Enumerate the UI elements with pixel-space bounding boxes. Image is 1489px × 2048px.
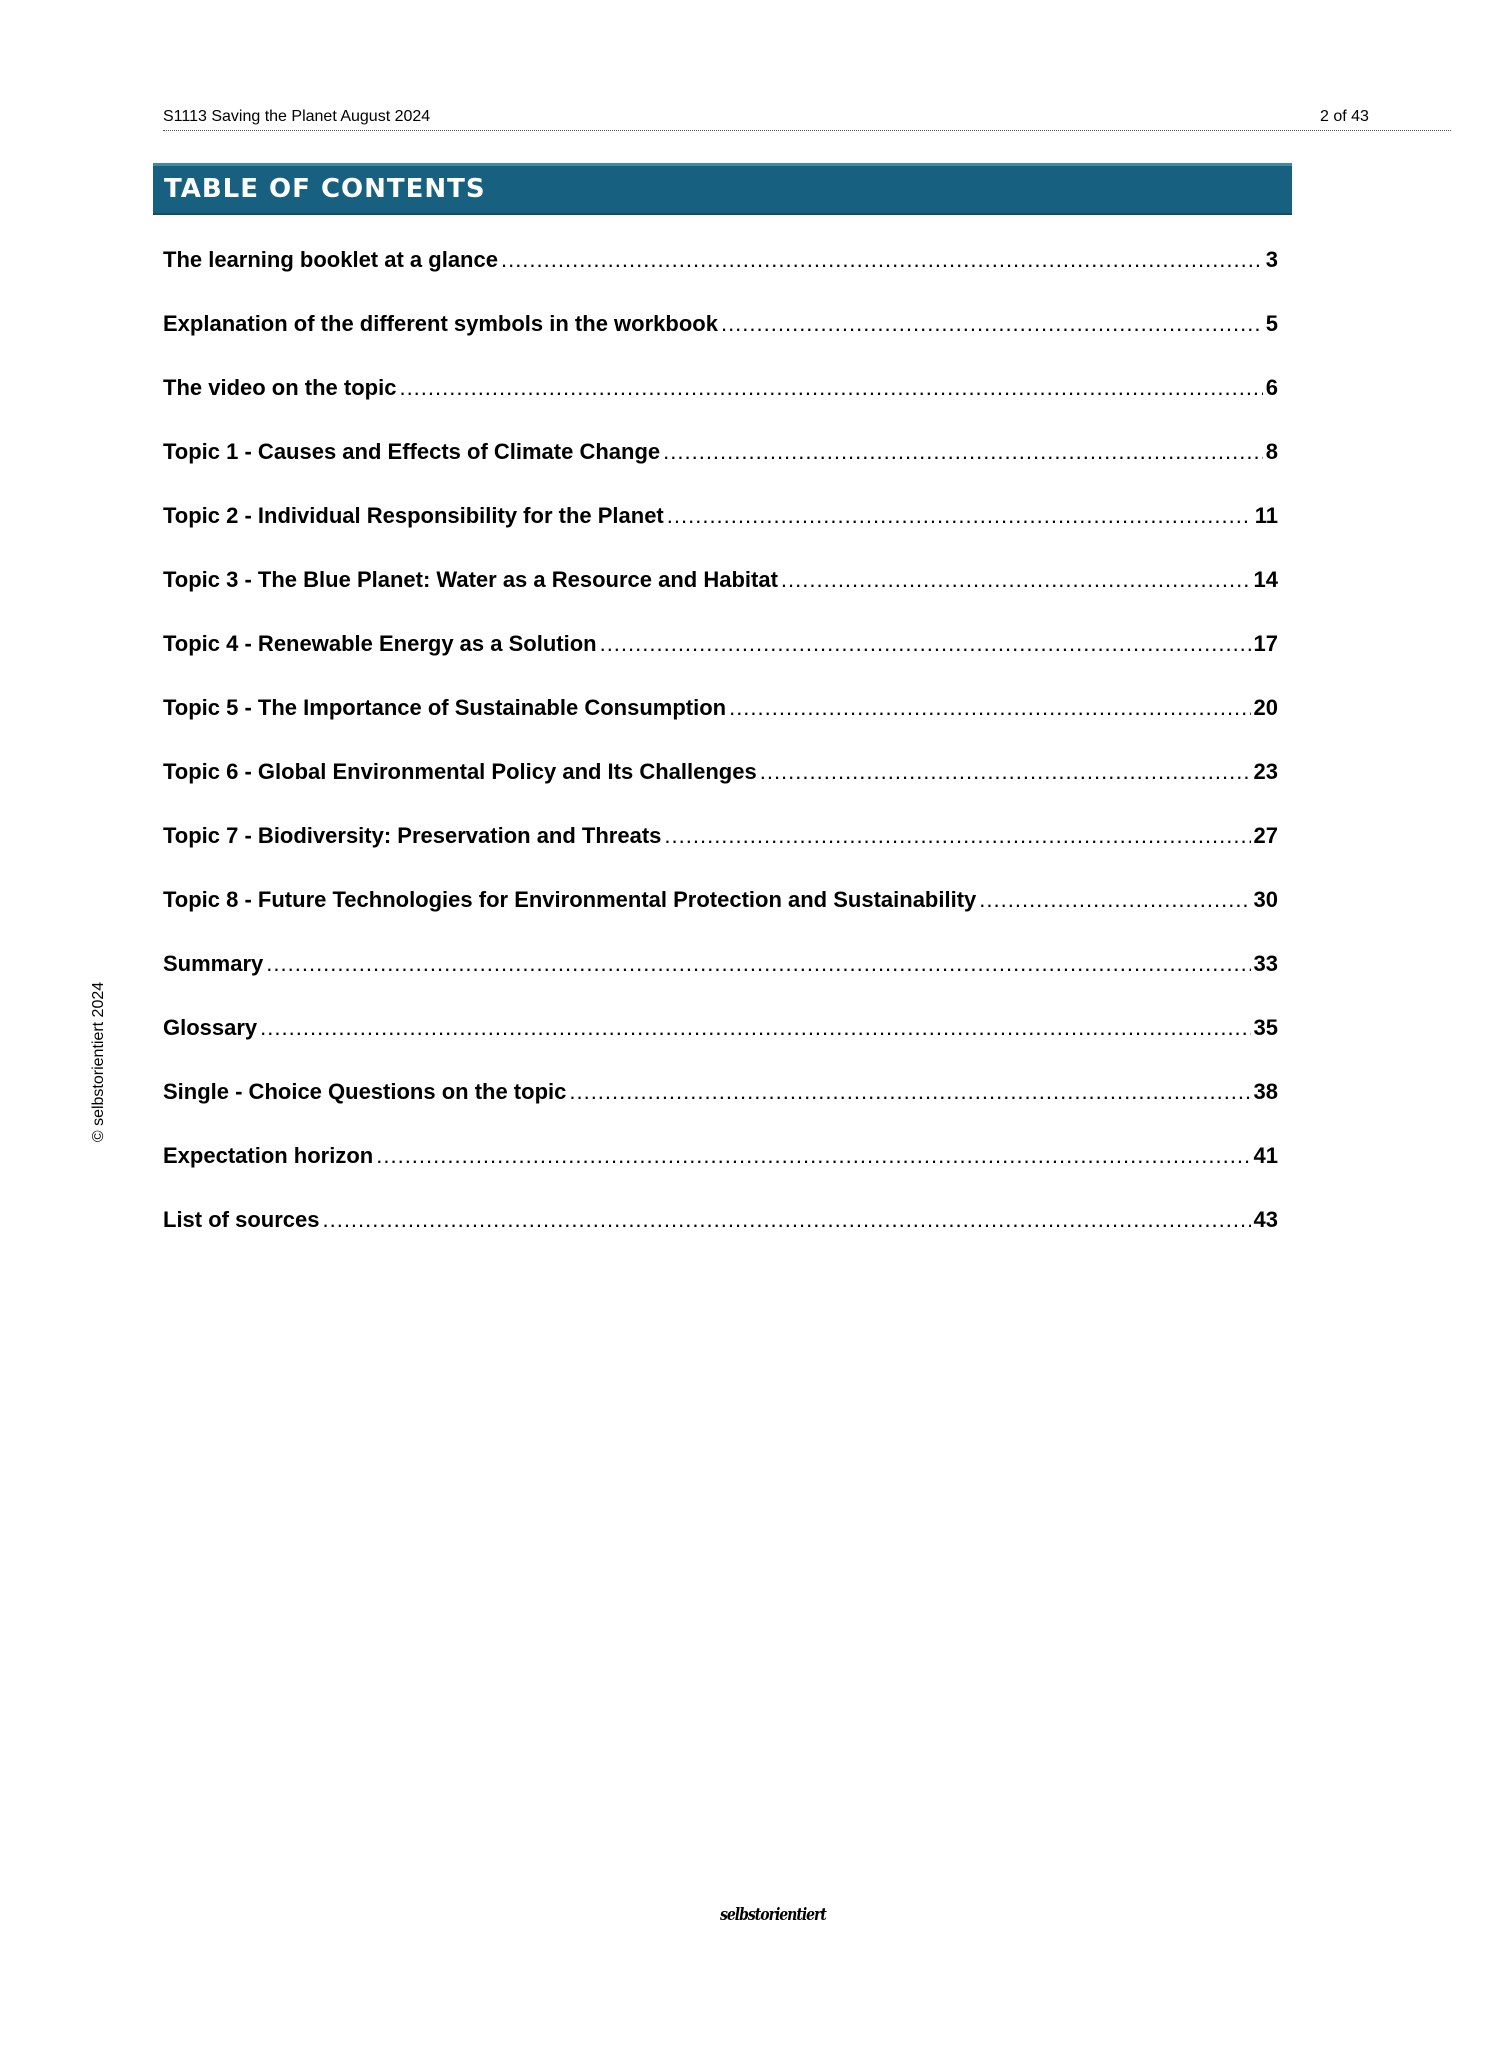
dot-leader xyxy=(781,565,1251,595)
toc-entry-title: Expectation horizon xyxy=(163,1143,374,1168)
toc-heading: TABLE OF CONTENTS xyxy=(164,174,486,204)
toc-entry-title: Topic 4 - Renewable Energy as a Solution xyxy=(163,631,597,656)
toc-entry-title: Summary xyxy=(163,951,264,976)
toc-entry-page: 33 xyxy=(1253,951,1278,976)
toc-entry-title: Topic 8 - Future Technologies for Environmental Protection and Sustainability xyxy=(163,887,977,912)
toc-entry[interactable] xyxy=(163,1141,1278,1205)
page-indicator: 2 of 43 xyxy=(1320,108,1369,125)
toc-entry-title: The video on the topic xyxy=(163,375,397,400)
toc-entry-page: 23 xyxy=(1253,759,1278,784)
toc-entry-page: 27 xyxy=(1253,823,1278,848)
toc-entry-page: 20 xyxy=(1253,695,1278,720)
toc-entry-page: 43 xyxy=(1253,1207,1278,1232)
document-title: S1113 Saving the Planet August 2024 xyxy=(163,108,431,125)
toc-entry-title: Topic 2 - Individual Responsibility for the Planet xyxy=(163,503,664,528)
dot-leader xyxy=(600,629,1251,659)
footer-logo: selbstorientiert xyxy=(720,1905,826,1925)
toc-entry-page: 3 xyxy=(1265,247,1278,272)
toc-entry-page: 35 xyxy=(1253,1015,1278,1040)
dot-leader xyxy=(501,245,1263,275)
toc-heading-banner xyxy=(153,163,1292,215)
copyright-notice: © selbstorientiert 2024 xyxy=(90,981,107,1143)
toc-list xyxy=(163,245,1278,1269)
toc-entry[interactable] xyxy=(163,1077,1278,1141)
toc-entry-page: 8 xyxy=(1265,439,1278,464)
toc-entry-title: Topic 6 - Global Environmental Policy and Its Challenges xyxy=(163,759,757,784)
dot-leader xyxy=(399,373,1262,403)
toc-entry[interactable] xyxy=(163,309,1278,373)
toc-entry-page: 6 xyxy=(1265,375,1278,400)
toc-entry-page: 30 xyxy=(1253,887,1278,912)
toc-entry[interactable] xyxy=(163,565,1278,629)
dot-leader xyxy=(322,1205,1250,1235)
toc-entry-page: 17 xyxy=(1253,631,1278,656)
dot-leader xyxy=(376,1141,1250,1171)
toc-entry[interactable] xyxy=(163,437,1278,501)
dot-leader xyxy=(667,501,1252,531)
dot-leader xyxy=(664,821,1250,851)
toc-entry[interactable] xyxy=(163,501,1278,565)
toc-entry-title: Topic 7 - Biodiversity: Preservation and Threats xyxy=(163,823,662,848)
toc-entry-title: Explanation of the different symbols in the workbook xyxy=(163,311,718,336)
toc-entry-title: Topic 5 - The Importance of Sustainable Consumption xyxy=(163,695,727,720)
toc-entry-page: 38 xyxy=(1253,1079,1278,1104)
toc-entry[interactable] xyxy=(163,1205,1278,1269)
dot-leader xyxy=(729,693,1250,723)
dot-leader xyxy=(663,437,1263,467)
toc-entry[interactable] xyxy=(163,629,1278,693)
dot-leader xyxy=(760,757,1251,787)
toc-entry[interactable] xyxy=(163,757,1278,821)
toc-entry-title: Topic 1 - Causes and Effects of Climate Change xyxy=(163,439,661,464)
toc-entry-title: List of sources xyxy=(163,1207,320,1232)
toc-entry-title: Topic 3 - The Blue Planet: Water as a Resource and Habitat xyxy=(163,567,778,592)
toc-entry-page: 11 xyxy=(1254,503,1278,528)
toc-entry-title: The learning booklet at a glance xyxy=(163,247,498,272)
page-header xyxy=(163,106,1451,131)
toc-entry-title: Glossary xyxy=(163,1015,258,1040)
toc-entry[interactable] xyxy=(163,245,1278,309)
toc-entry-page: 5 xyxy=(1265,311,1278,336)
toc-entry-page: 14 xyxy=(1253,567,1278,592)
dot-leader xyxy=(260,1013,1250,1043)
toc-entry[interactable] xyxy=(163,373,1278,437)
dot-leader xyxy=(721,309,1263,339)
toc-entry[interactable] xyxy=(163,821,1278,885)
dot-leader xyxy=(266,949,1250,979)
dot-leader xyxy=(979,885,1250,915)
toc-entry[interactable] xyxy=(163,693,1278,757)
dot-leader xyxy=(569,1077,1250,1107)
toc-entry[interactable] xyxy=(163,1013,1278,1077)
toc-entry-page: 41 xyxy=(1253,1143,1278,1168)
toc-entry[interactable] xyxy=(163,885,1278,949)
toc-entry-title: Single - Choice Questions on the topic xyxy=(163,1079,567,1104)
toc-entry[interactable] xyxy=(163,949,1278,1013)
